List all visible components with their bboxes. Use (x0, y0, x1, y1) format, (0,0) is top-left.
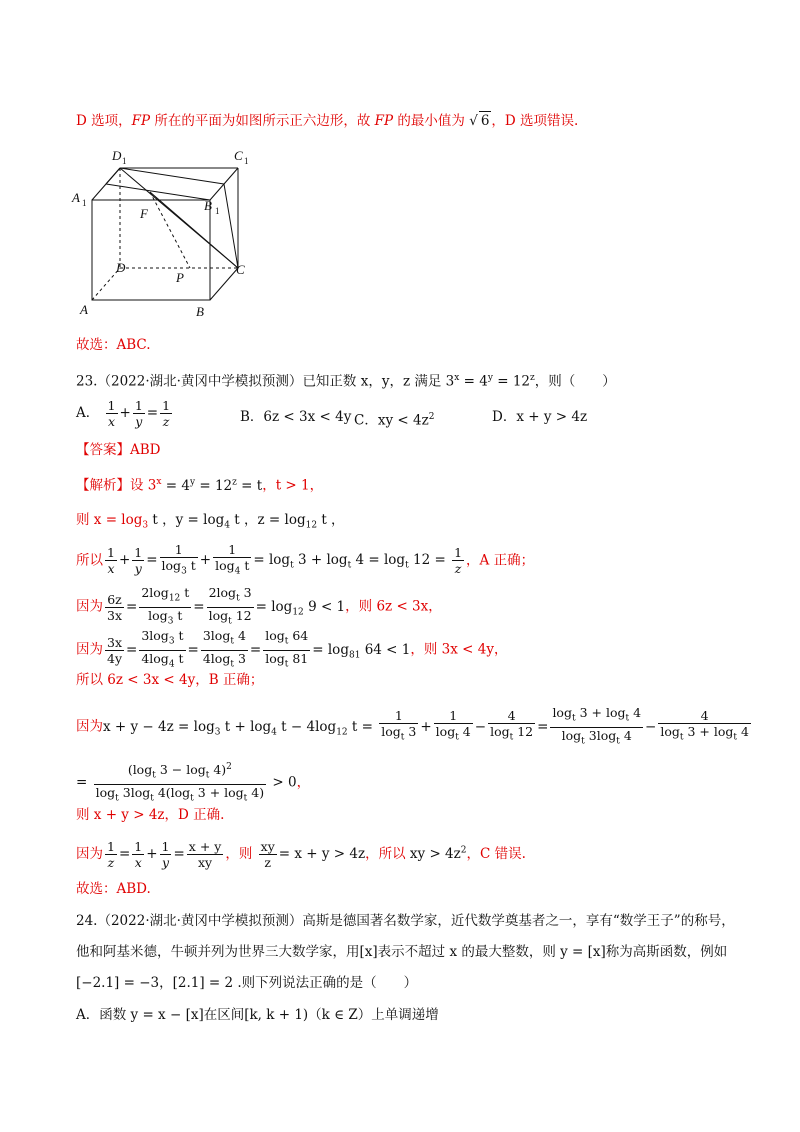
label-c: C (236, 262, 245, 277)
q23-analysis-l10: 因为 $\frac{1}{z}$ = $\frac{1}{x}$ + $\frac{1}{y}$ = $\frac{x + y}{xy}$ ，则 $\frac{xy}{z}$ = x + y > 4z，所以 xy > $4z^2$，C 错误. (76, 839, 526, 870)
intro-option-letter: D 选项， (76, 113, 132, 129)
q23-stem: 23.（2022·湖北·黄冈中学模拟预测）已知正数 x，y，z 满足 $3^x = 4^y = 12^z$，则（ ） (76, 373, 616, 390)
q23-l3-post: ，A 正确； (466, 552, 535, 569)
label-c1-sub: 1 (244, 156, 249, 166)
label-a1-sub: 1 (82, 198, 87, 208)
q23-l4-post: ，则 6z < 3x， (345, 598, 442, 615)
q23-opt-c-text: xy < 4z (377, 412, 429, 429)
q23-l5-pre: 因为 (76, 641, 103, 658)
hex-edge-4 (224, 184, 238, 268)
label-p: P (176, 270, 184, 285)
q23-option-c: C．xy < $4z^2$ (354, 412, 435, 429)
q23-opt-d-label: D． (492, 409, 517, 425)
seg-f-p (150, 192, 190, 268)
q23-opt-c-label: C． (354, 412, 378, 429)
hex-edge-1 (106, 168, 120, 184)
q23-number: 23. (76, 373, 98, 390)
diag-f-c (150, 192, 238, 268)
q23-conclusion: 故选：ABD. (76, 881, 151, 897)
q23-l7-pre: 因为 (76, 718, 103, 735)
q23-options: A． $\frac{1}{x}$ + $\frac{1}{y}$ = $\frac{1}{z}$ (76, 398, 171, 429)
q23-opt-d-text: x + y > 4z (516, 409, 588, 425)
intro-line (76, 111, 578, 130)
q23-l3-pre: 所以 (76, 552, 103, 569)
front-face (92, 200, 210, 300)
q23-l5-post: ，则 3x < 4y， (410, 641, 508, 658)
label-d1-sub: 1 (122, 156, 127, 166)
label-f: F (140, 206, 148, 221)
q23-l8-post: ， (296, 774, 311, 791)
label-d: D (116, 260, 126, 275)
label-a1: A (72, 190, 80, 205)
q23-analysis-l7: 因为$x + y - 4z = \log_3 t + \log_4 t - 4\log_{12}$ t = $\frac{1}{\log_t 3}$ + $\frac{1}{\log_t 4}$ − $\frac{4}{\log_t 12}$ = $\frac{\log_t 3 + \log_t 4}{\log_t 3\log_t 4}$ − $\frac{4}{\log_t 3 + \log_t 4}$ (76, 705, 749, 746)
label-a: A (80, 302, 88, 317)
q23-analysis-l9: 则 x + y > 4z，D 正确. (76, 807, 225, 823)
q23-l10-pre: 因为 (76, 846, 103, 862)
q23-analysis-l8: = $\frac{(\log_t 3 - \log_t 4)^2}{\log_t 3\log_t 4(\log_t 3 + \log_t 4)}$ > 0， (76, 762, 311, 804)
intro-text2: 的最小值为 (393, 113, 470, 129)
q23-analysis-label: 【解析】 (76, 477, 130, 494)
q23-analysis-l3: 所以 $\frac{1}{x}$ + $\frac{1}{y}$ = $\frac{1}{\log_3 t}$ + $\frac{1}{\log_4 t}$ = $\log_t 3 + \log_t 4 = \log_t 12$ = $\frac{1}{z}$ ，A 正确； (76, 542, 535, 577)
q23-opt-b-label: B． (240, 409, 264, 425)
label-b1: B (204, 198, 212, 213)
hex-edge-3 (106, 184, 210, 200)
label-d1: D (112, 148, 122, 163)
q23-analysis-l4: 因为 $\frac{6z}{3x}$ = $\frac{2\log_{12} t}{\log_3 t}$ = $\frac{2\log_t 3}{\log_t 12}$ = $\log_{12} 9 < 1$，则 6z < 3x， (76, 585, 442, 626)
q23-opt-b-text: 6z < 3x < 4y (263, 409, 352, 425)
intro-sqrt-value: 6 (480, 113, 490, 129)
label-b: B (196, 304, 204, 319)
q23-analysis-l6: 所以 6z < 3x < 4y，B 正确； (76, 672, 264, 688)
intro-text3: ，D 选项错误. (491, 113, 579, 129)
q24-line2: 他和阿基米德，牛顿并列为世界三大数学家，用[x]表示不超过 x 的最大整数，则 y = [x]称为高斯函数，例如 (76, 944, 728, 960)
q23-opt-a-label: A． (76, 405, 100, 421)
cube-figure (70, 140, 270, 320)
q23-l4-pre: 因为 (76, 598, 103, 615)
q23-analysis-l2: 则 $x = \log_3 t$ ，$y = \log_4 t$ ，$z = \log_{12} t$ ， (76, 512, 345, 531)
q23-l1b: ，t > 1， (262, 477, 324, 494)
q23-l1-text: 设 3 (130, 477, 157, 494)
intro-sqrt: √ 6 (469, 113, 490, 129)
q24-line3: [−2.1] = −3，[2.1] = 2 .则下列说法正确的是（ ） (76, 975, 418, 991)
intro-fp-2: FP (374, 113, 394, 129)
q23-l10-post: ，C 错误. (466, 846, 526, 862)
q23-answer: 【答案】ABD (76, 442, 161, 458)
q23-analysis-l5: 因为 $\frac{3x}{4y}$ = $\frac{3\log_3 t}{4\log_4 t}$ = $\frac{3\log_t 4}{4\log_t 3}$ = $\frac{\log_t 64}{\log_t 81}$ = $\log_{81} 64 < 1$，则 3x < 4y， (76, 628, 508, 669)
q23-l2-text: 则 x = log (76, 512, 143, 528)
q24-option-a: A．函数 y = x − [x]在区间[k, k + 1)（k ∈ Z）上单调递增 (76, 1007, 439, 1023)
intro-text1: 所在的平面为如图所示正六边形，故 (150, 113, 375, 129)
q23-stem-tail: ，则（ ） (534, 373, 616, 390)
q23-option-b (240, 408, 351, 426)
q24-line1: 24.（2022·湖北·黄冈中学模拟预测）高斯是德国著名数学家，近代数学奠基者之一，享有“数学王子”的称号， (76, 913, 735, 929)
cube-svg (70, 140, 270, 320)
q23-analysis-l1: 【解析】设 $3^x = 4^y = 12^z = t$，t > 1， (76, 477, 324, 494)
label-b1-sub: 1 (215, 206, 220, 216)
label-c1: C (234, 148, 243, 163)
q23-stem-text: 已知正数 x，y，z 满足 3 (302, 373, 455, 390)
q23-option-d (492, 408, 587, 426)
answer-prev: 故选：ABC. (76, 337, 151, 353)
q23-source: （2022·湖北·黄冈中学模拟预测） (97, 373, 303, 390)
edge-b-c (210, 268, 238, 300)
intro-fp: FP (131, 113, 151, 129)
